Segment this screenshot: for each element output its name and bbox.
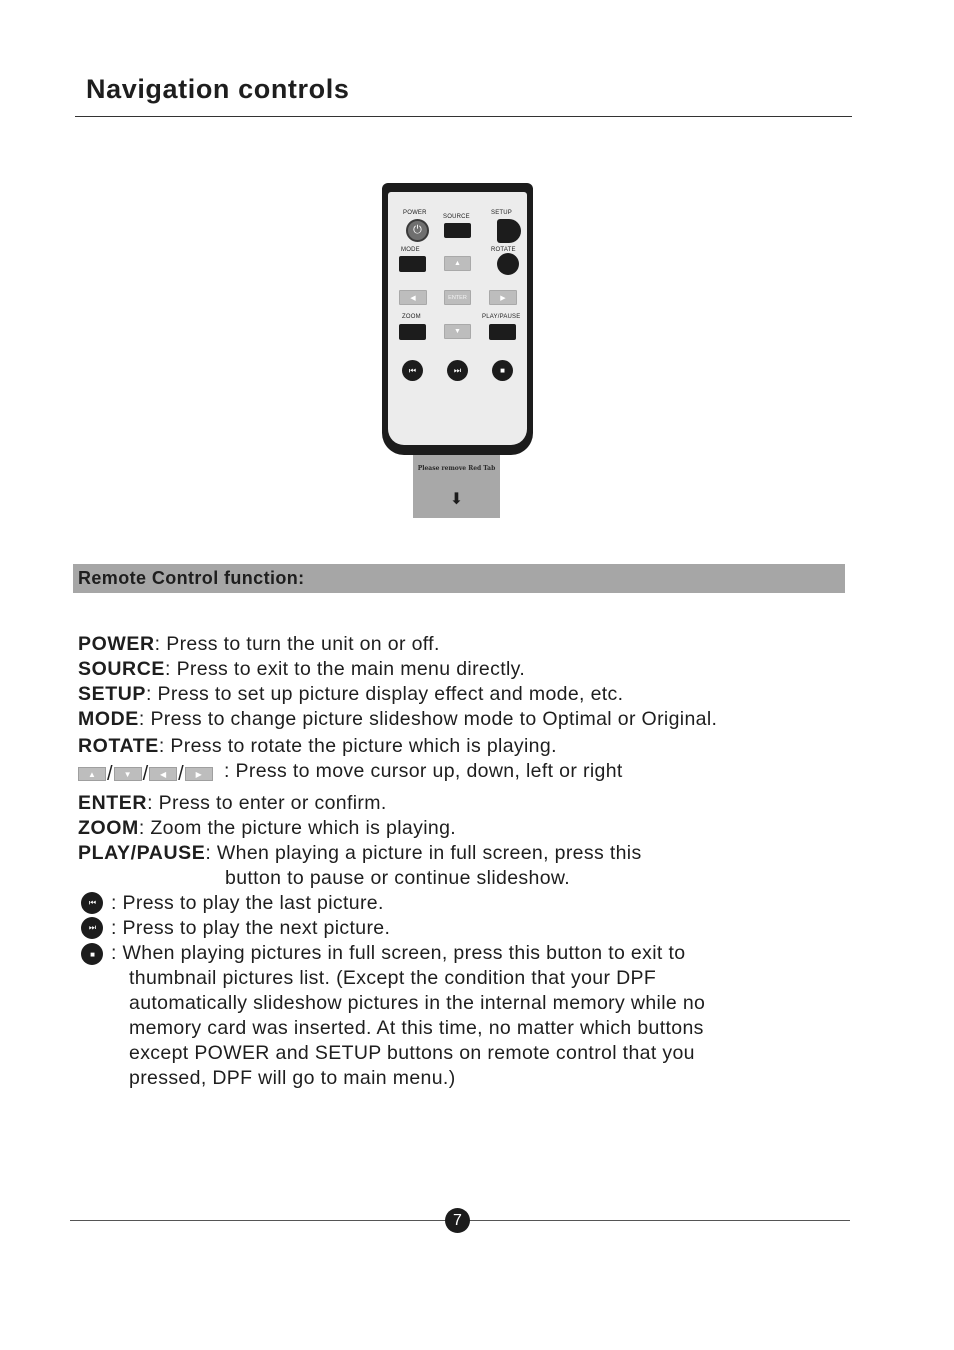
stop-icon: ■ <box>81 943 103 965</box>
remote-mode-button <box>399 256 426 272</box>
remote-rotate-button <box>497 253 519 275</box>
slash: / <box>142 763 149 785</box>
remote-down-button <box>444 324 471 339</box>
function-enter <box>78 792 387 815</box>
function-key: ZOOM <box>78 817 139 839</box>
function-key: ROTATE <box>78 735 159 757</box>
remote-previous-button <box>402 360 423 381</box>
function-desc: : Press to set up picture display effect and mode, etc. <box>146 683 624 705</box>
function-key: POWER <box>78 633 155 655</box>
arrow-down-icon: ▼ <box>114 767 142 781</box>
remote-up-button <box>444 256 471 271</box>
remote-control <box>382 183 533 455</box>
arrow-right-icon: ▶ <box>500 294 506 302</box>
slash: / <box>178 763 184 785</box>
function-desc: : Press to turn the unit on or off. <box>154 633 440 655</box>
function-stop-line: memory card was inserted. At this time, no matter which buttons <box>129 1017 704 1039</box>
page-number: 7 <box>445 1208 470 1233</box>
arrow-up-icon: ▲ <box>454 260 461 267</box>
function-stop: : When playing pictures in full screen, press this button to exit to <box>111 942 686 964</box>
arrow-left-icon: ◀ <box>410 294 416 302</box>
function-stop-line: thumbnail pictures list. (Except the condition that your DPF <box>129 967 657 989</box>
function-arrows: : Press to move cursor up, down, left or right <box>224 760 623 782</box>
function-key: SOURCE <box>78 658 166 680</box>
title-rule <box>75 116 852 117</box>
function-desc: : Press to exit to the main menu directly. <box>165 658 526 680</box>
function-desc: : Press to rotate the picture which is playing. <box>158 735 557 757</box>
function-rotate <box>78 735 557 758</box>
remote-pull-tab <box>413 455 500 518</box>
function-desc: : When playing a picture in full screen, press this <box>205 842 642 864</box>
arrow-keys <box>78 764 213 784</box>
arrow-up-icon: ▲ <box>78 767 106 781</box>
remote-label-source: SOURCE <box>443 214 470 220</box>
remote-left-button <box>399 290 427 305</box>
slash: / <box>107 763 113 785</box>
arrow-left-icon: ◀ <box>149 767 177 781</box>
remote-label-zoom: ZOOM <box>402 314 421 320</box>
remote-setup-button <box>497 219 521 243</box>
section-bar <box>73 564 845 593</box>
function-stop-line: pressed, DPF will go to main menu.) <box>129 1067 456 1089</box>
arrow-down-icon: ▼ <box>454 328 461 335</box>
remote-power-button <box>406 219 429 242</box>
function-key: SETUP <box>78 683 147 705</box>
remote-stop-button <box>492 360 513 381</box>
function-zoom <box>78 817 456 840</box>
remote-next-button <box>447 360 468 381</box>
function-previous: : Press to play the last picture. <box>111 892 384 914</box>
stop-icon: ■ <box>500 366 505 375</box>
pull-tab-text: Please remove Red Tab <box>417 465 496 472</box>
next-icon: ⏭ <box>453 365 462 375</box>
function-next: : Press to play the next picture. <box>111 917 391 939</box>
arrow-right-icon: ▶ <box>185 767 213 781</box>
function-setup <box>78 683 623 706</box>
function-key: PLAY/PAUSE <box>78 842 206 864</box>
function-source <box>78 658 525 681</box>
function-desc: : Press to enter or confirm. <box>147 792 387 814</box>
power-icon: ⏻ <box>413 224 422 236</box>
function-desc: : Press to change picture slideshow mode to Optimal or Original. <box>138 708 718 730</box>
remote-label-rotate: ROTATE <box>491 247 516 253</box>
down-arrow-icon: ⬇ <box>449 491 464 508</box>
function-key: ENTER <box>78 792 148 814</box>
remote-play-pause-button <box>489 324 516 340</box>
remote-right-button <box>489 290 517 305</box>
function-play-pause-cont: button to pause or continue slideshow. <box>225 867 571 889</box>
function-stop-line: automatically slideshow pictures in the internal memory while no <box>129 992 706 1014</box>
previous-icon: ⏮ <box>81 892 103 914</box>
previous-icon: ⏮ <box>408 365 417 375</box>
remote-label-power: POWER <box>403 210 427 216</box>
remote-enter-button: ENTER <box>444 290 471 305</box>
remote-zoom-button <box>399 324 426 340</box>
page-title: Navigation controls <box>86 74 350 104</box>
remote-label-mode: MODE <box>401 247 420 253</box>
function-stop-line: except POWER and SETUP buttons on remote control that you <box>129 1042 695 1064</box>
function-mode <box>78 708 717 731</box>
function-desc: : Zoom the picture which is playing. <box>138 817 457 839</box>
remote-label-setup: SETUP <box>491 210 513 216</box>
next-icon: ⏭ <box>81 917 103 939</box>
section-title: Remote Control function: <box>78 568 305 588</box>
function-power <box>78 633 440 656</box>
remote-label-play-pause: PLAY/PAUSE <box>482 314 521 320</box>
remote-source-button <box>444 223 471 238</box>
remote-face <box>388 192 527 445</box>
function-key: MODE <box>78 708 139 730</box>
function-play-pause <box>78 842 642 865</box>
